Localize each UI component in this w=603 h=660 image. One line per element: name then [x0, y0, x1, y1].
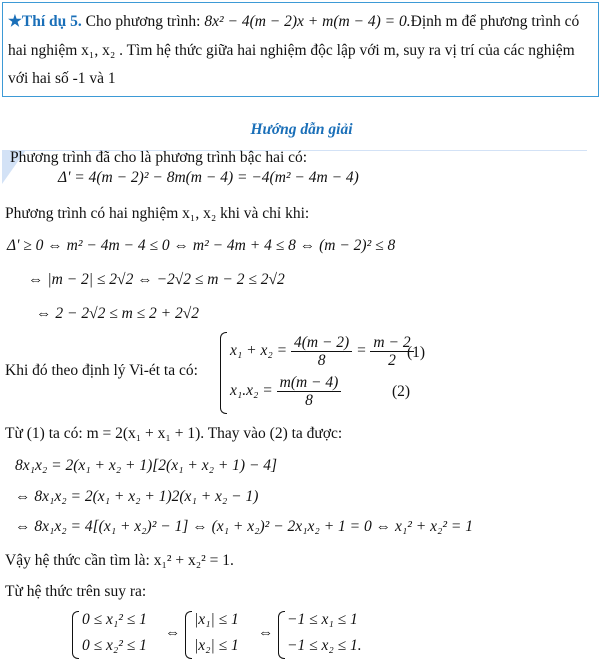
vieta2-num: m(m − 4) [277, 374, 342, 392]
vieta-brace [220, 332, 227, 414]
problem-line-1 [8, 12, 579, 31]
solution-p1: Phương trình đã cho là phương trình bậc hai có: [10, 149, 308, 166]
problem-text: Cho phương trình: [85, 13, 201, 30]
vieta1-lhs: x₁ + x₂ = [230, 342, 288, 360]
equation-3: ⇔ 8x₁x₂ = 4[(x₁ + x₂)² − 1] ⇔ (x₁ + x₂)² − 2x₁x₂ + 1 = 0 ⇔ x₁² + x₂² = 1 [15, 518, 473, 535]
vieta1-den-1: 8 [317, 352, 326, 369]
vieta1-num-2: m − 2 [370, 334, 413, 352]
vieta2-tag: (2) [392, 383, 411, 400]
vieta1-tag: (1) [407, 344, 426, 361]
vieta-eq-1 [230, 334, 414, 369]
system-1-a: 0 ≤ x₁² ≤ 1 [82, 611, 147, 628]
solution-p2: Phương trình có hai nghiệm x₁, x₂ khi và chỉ khi: [5, 205, 310, 222]
system-brace-3 [278, 611, 285, 659]
vieta1-num-1: 4(m − 2) [291, 334, 352, 352]
system-iff-2: ⇔ [258, 624, 274, 641]
problem-line-3: với hai số -1 và 1 [8, 70, 116, 87]
system-3-b: −1 ≤ x₂ ≤ 1. [287, 637, 362, 654]
delta-formula: Δ' = 4(m − 2)² − 8m(m − 4) = −4(m² − 4m − 4) [58, 169, 359, 186]
vieta2-lhs: x₁.x₂ = [230, 382, 273, 400]
vieta1-eq: = [356, 342, 367, 360]
vieta-intro: Khi đó theo định lý Vi-ét ta có: [5, 362, 198, 379]
solution-title: Hướng dẫn giải [250, 121, 353, 138]
star-icon: ★ [8, 13, 22, 30]
inequality-3: ⇔ 2 − 2√2 ≤ m ≤ 2 + 2√2 [36, 305, 200, 322]
equation-1: 8x₁x₂ = 2(x₁ + x₂ + 1)[2(x₁ + x₂ + 1) − 4] [15, 457, 278, 474]
vieta-eq-2 [230, 374, 341, 409]
equation-2: ⇔ 8x₁x₂ = 2(x₁ + x₂ + 1)2(x₁ + x₂ − 1) [15, 488, 259, 505]
system-brace-1 [72, 611, 79, 659]
system-iff-1: ⇔ [165, 624, 181, 641]
vieta2-frac [277, 374, 342, 409]
solution-p3: Từ (1) ta có: m = 2(x₁ + x₁ + 1). Thay vào (2) ta được: [5, 425, 343, 442]
vieta1-frac-1 [291, 334, 352, 369]
system-3-a: −1 ≤ x₁ ≤ 1 [287, 611, 358, 628]
vieta1-den-2: 2 [388, 352, 396, 369]
system-1-b: 0 ≤ x₂² ≤ 1 [82, 637, 147, 654]
example-label: Thí dụ 5. [21, 13, 82, 30]
problem-text-tail: Định m để phương trình có [410, 13, 580, 30]
problem-equation: 8x² − 4(m − 2)x + m(m − 4) = 0. [204, 13, 411, 30]
problem-line-2: hai nghiệm x₁, x₂ . Tìm hệ thức giữa hai nghiệm độc lập với m, suy ra vị trí của các nghiệm [8, 42, 575, 59]
system-2-a: |x₁| ≤ 1 [194, 611, 239, 628]
vieta2-den: 8 [305, 392, 313, 409]
system-brace-2 [185, 611, 192, 659]
inequality-2: ⇔ |m − 2| ≤ 2√2 ⇔ −2√2 ≤ m − 2 ≤ 2√2 [28, 271, 285, 288]
solution-p4: Vậy hệ thức cần tìm là: x₁² + x₂² = 1. [5, 552, 234, 569]
inequality-1: Δ' ≥ 0 ⇔ m² − 4m − 4 ≤ 0 ⇔ m² − 4m + 4 ≤ 8 ⇔ (m − 2)² ≤ 8 [7, 237, 396, 254]
solution-p5: Từ hệ thức trên suy ra: [5, 583, 147, 600]
system-2-b: |x₂| ≤ 1 [194, 637, 239, 654]
